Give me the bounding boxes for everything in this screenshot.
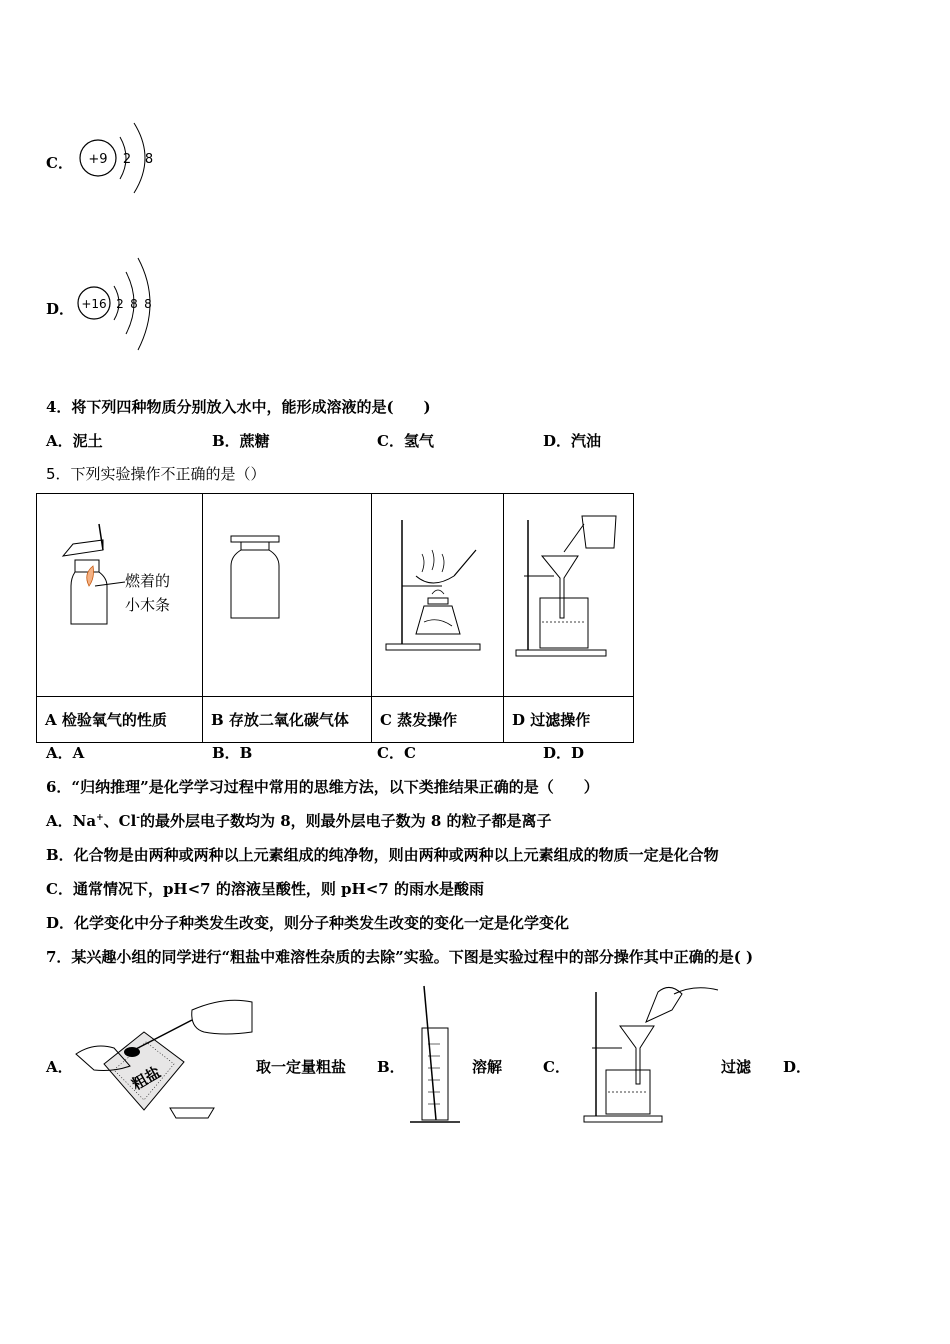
q6-option-c: C．通常情况下，pH<7 的溶液呈酸性，则 pH<7 的雨水是酸雨 — [46, 880, 484, 898]
q5-image-table — [36, 493, 634, 743]
q6-option-d: D．化学变化中分子种类发生改变，则分子种类发生改变的变化一定是化学变化 — [46, 914, 570, 932]
q4-option-c: C．氢气 — [377, 432, 434, 450]
dissolving-graduated-cylinder — [404, 984, 468, 1128]
nucleus-charge-c: +9 — [88, 152, 108, 167]
filtration-setup — [504, 494, 633, 692]
q5-caption-a: A 检验氧气的性质 — [37, 697, 203, 743]
q6-option-b: B．化合物是由两种或两种以上元素组成的纯净物，则由两种或两种以上元素组成的物质一定是化合物 — [46, 846, 719, 864]
q5-cell-a-image — [37, 494, 203, 697]
gas-bottle-burning-splint — [37, 494, 202, 692]
splint-label-line-1: 燃着的 — [125, 572, 171, 590]
filtration-with-pouring-illustration — [574, 976, 724, 1128]
salt-scooping-illustration — [74, 992, 254, 1122]
shell-count-d-1: 2 — [116, 297, 124, 311]
q7-option-c-label: C． — [543, 1058, 570, 1076]
q7-option-d-label: D． — [783, 1058, 812, 1076]
q7-option-b-label: B． — [377, 1058, 405, 1076]
q7-stem: 7．某兴趣小组的同学进行“粗盐中难溶性杂质的去除”实验。下图是实验过程中的部分操作其中正确的是( ) — [46, 948, 754, 966]
shell-count-c-2: 8 — [144, 152, 154, 167]
q6-stem: 6．“归纳推理”是化学学习过程中常用的思维方法，以下类推结果正确的是（ ） — [46, 778, 599, 796]
atom-diagram-c — [76, 115, 166, 205]
q4-option-b: B．蔗糖 — [212, 432, 270, 450]
atom-diagram-d — [76, 250, 176, 360]
q5-option-d: D．D — [543, 744, 585, 762]
shell-count-d-2: 8 — [130, 297, 138, 311]
shell-count-c-1: 2 — [122, 152, 132, 167]
q5-cell-d-image — [504, 494, 634, 697]
reagent-bottle — [203, 494, 371, 692]
nucleus-charge-d: +16 — [81, 297, 107, 311]
q4-option-d: D．汽油 — [543, 432, 602, 450]
q7-option-c-text: 过滤 — [721, 1058, 752, 1076]
q3-option-d-label: D． — [46, 300, 75, 318]
q3-option-c-label: C． — [46, 154, 73, 172]
evaporation-setup — [372, 494, 503, 692]
q5-caption-b: B 存放二氧化碳气体 — [203, 697, 372, 743]
q6-option-a: A．Na+、Cl-的最外层电子数均为 8，则最外层电子数为 8 的粒子都是离子 — [46, 812, 552, 830]
q5-stem: 5．下列实验操作不正确的是（） — [46, 465, 266, 483]
q7-option-b-text: 溶解 — [472, 1058, 503, 1076]
q5-option-a: A．A — [46, 744, 85, 762]
splint-label-line-2: 小木条 — [125, 596, 171, 614]
q5-caption-c: C 蒸发操作 — [372, 697, 504, 743]
q7-option-a-text: 取一定量粗盐 — [256, 1058, 347, 1076]
shell-count-d-3: 8 — [144, 297, 152, 311]
q5-cell-b-image — [203, 494, 372, 697]
q4-option-a: A．泥土 — [46, 432, 103, 450]
q5-option-b: B．B — [212, 744, 253, 762]
q7-option-a-label: A． — [46, 1058, 73, 1076]
q5-caption-d: D 过滤操作 — [504, 697, 634, 743]
q4-stem: 4．将下列四种物质分别放入水中，能形成溶液的是( ) — [46, 398, 431, 416]
q5-option-c: C．C — [377, 744, 416, 762]
salt-jar-label: 粗盐 — [128, 1063, 164, 1094]
q5-cell-c-image — [372, 494, 504, 697]
